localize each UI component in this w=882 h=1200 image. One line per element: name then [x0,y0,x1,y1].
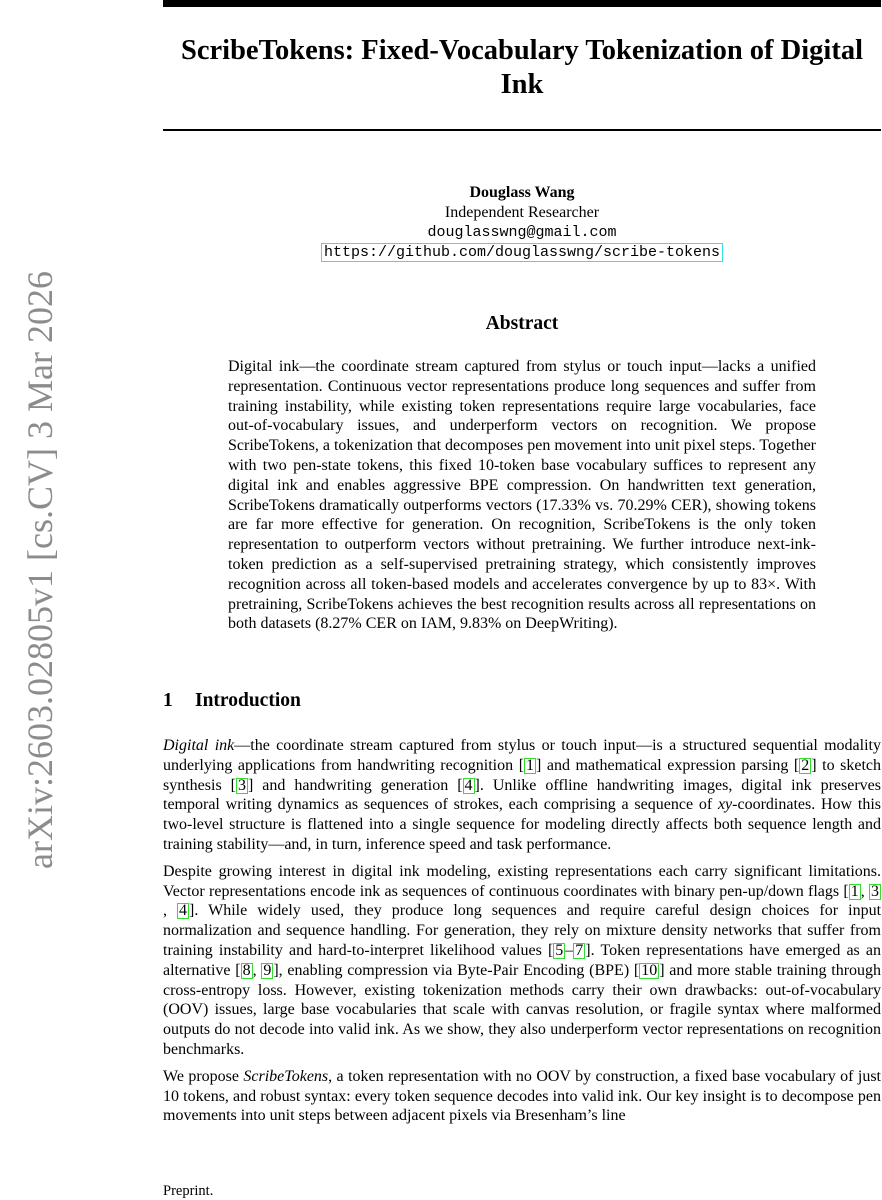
section-number: 1 [163,690,173,711]
citation-link[interactable]: 3 [871,882,880,900]
intro-body [163,736,881,1133]
author-affiliation: Independent Researcher [444,204,600,221]
section-title: Introduction [195,690,301,711]
abstract-text: Digital ink—the coordinate stream captured from stylus or touch input—lacks a unified representation. Continuous vector representations produce long sequences and suffer from training instability, while existing token representations require large vocabularies, face out-of-vocabulary issues, and underperform vectors on recognition. We propose ScribeTokens, a tokenization that decomposes pen movement into unit pixel steps. Together with two pen-state tokens, this fixed 10-token base vocabulary suffices to represent any digital ink and enables aggressive BPE compression. On handwritten text generation, ScribeTokens dramatically outperforms vectors (17.33% vs. 70.29% CER), showing tokens are far more effective for generation. On recognition, ScribeTokens is the only token representation to outperform vectors without pretraining. We further introduce next-ink-token prediction as a self-supervised pretraining strategy, which consistently improves recognition across all token-based models and accelerates convergence by up to 83×. With pretraining, ScribeTokens achieves the best recognition results across all representations on both datasets (8.27% CER on IAM, 9.83% on DeepWriting). [228,358,816,633]
citation-link[interactable]: 2 [801,756,810,774]
citation-link[interactable]: 4 [464,776,473,794]
author-email[interactable]: douglasswng@gmail.com [427,224,617,241]
citation-link[interactable]: 4 [179,902,188,920]
author-block [163,183,881,263]
citation-link[interactable]: 3 [237,776,246,794]
math-xy: xy [717,796,733,814]
footer-preprint: Preprint. [163,1183,214,1199]
author-name: Douglass Wang [469,184,575,201]
citation-link[interactable]: 7 [575,941,584,959]
arxiv-stamp: arXiv:2603.02805v1 [cs.CV] 3 Mar 2026 [20,271,60,869]
section-heading [163,690,301,712]
citation-link[interactable]: 10 [641,961,658,979]
intro-paragraph-3: We propose ScribeTokens, a token representation with no OOV by construction, a fixed base vocabulary of just 10 tokens, and robust syntax: every token sequence decodes into valid ink. Our key insight is to decompose pen movements into unit steps between adjacent pixels via Bresenham’s line [163,1067,881,1125]
repo-link[interactable]: https://github.com/douglasswng/scribe-tokens [321,243,723,262]
citation-link[interactable]: 5 [555,941,564,959]
intro-paragraph-2: Despite growing interest in digital ink modeling, existing representations each carry significant limitations. Vector representations encode ink as sequences of continuous coordinates with binary pen-up/down flags [ 1 , 3, 4 ]. While widely used, they produce long sequences and require careful design choices for input normalization and sequence handling. For generation, they rely on mixture density networks that suffer from training instability and hard-to-interpret likelihood values [ 5 – 7 ]. Token representations have emerged as an alternative [ 8 , 9 ], enabling compression via Byte-Pair Encoding (BPE) [ 10 ] and more stable training through cross-entropy loss. However, existing tokenization methods carry their own drawbacks: out-of-vocabulary (OOV) issues, large base vocabularies that scale with canvas resolution, or fragile syntax where malformed outputs do not decode into valid ink. As we show, they also underperform vector representations on recognition benchmarks. [163,862,882,1058]
citation-link[interactable]: 1 [850,882,859,900]
arxiv-sidebar [0,0,70,1200]
abstract-heading: Abstract [485,313,559,334]
term-scribetokens: ScribeTokens [243,1067,329,1085]
paper-title: ScribeTokens: Fixed-Vocabulary Tokenization of Digital Ink [181,35,863,100]
term-digital-ink: Digital ink [163,737,235,754]
intro-paragraph-1: Digital ink—the coordinate stream captured from stylus or touch input—is a structured sequential modality underlying applications from handwriting recognition [ 1 ] and mathematical expression parsing [ 2 ] to sketch synthesis [ 3 ] and handwriting generation [ 4 ]. Unlike offline handwriting images, digital ink preserves temporal writing dynamics as sequences of strokes, each comprising a sequence of xy-coordinates. How this two-level structure is flattened into a single sequence for modeling directly affects both sequence length and training stability—and, in turn, inference speed and task performance. [163,737,882,853]
citation-link[interactable]: 9 [263,961,272,979]
citation-link[interactable]: 8 [242,961,251,979]
citation-link[interactable]: 1 [526,756,535,774]
title-rule [163,129,881,131]
top-rule [163,0,881,7]
